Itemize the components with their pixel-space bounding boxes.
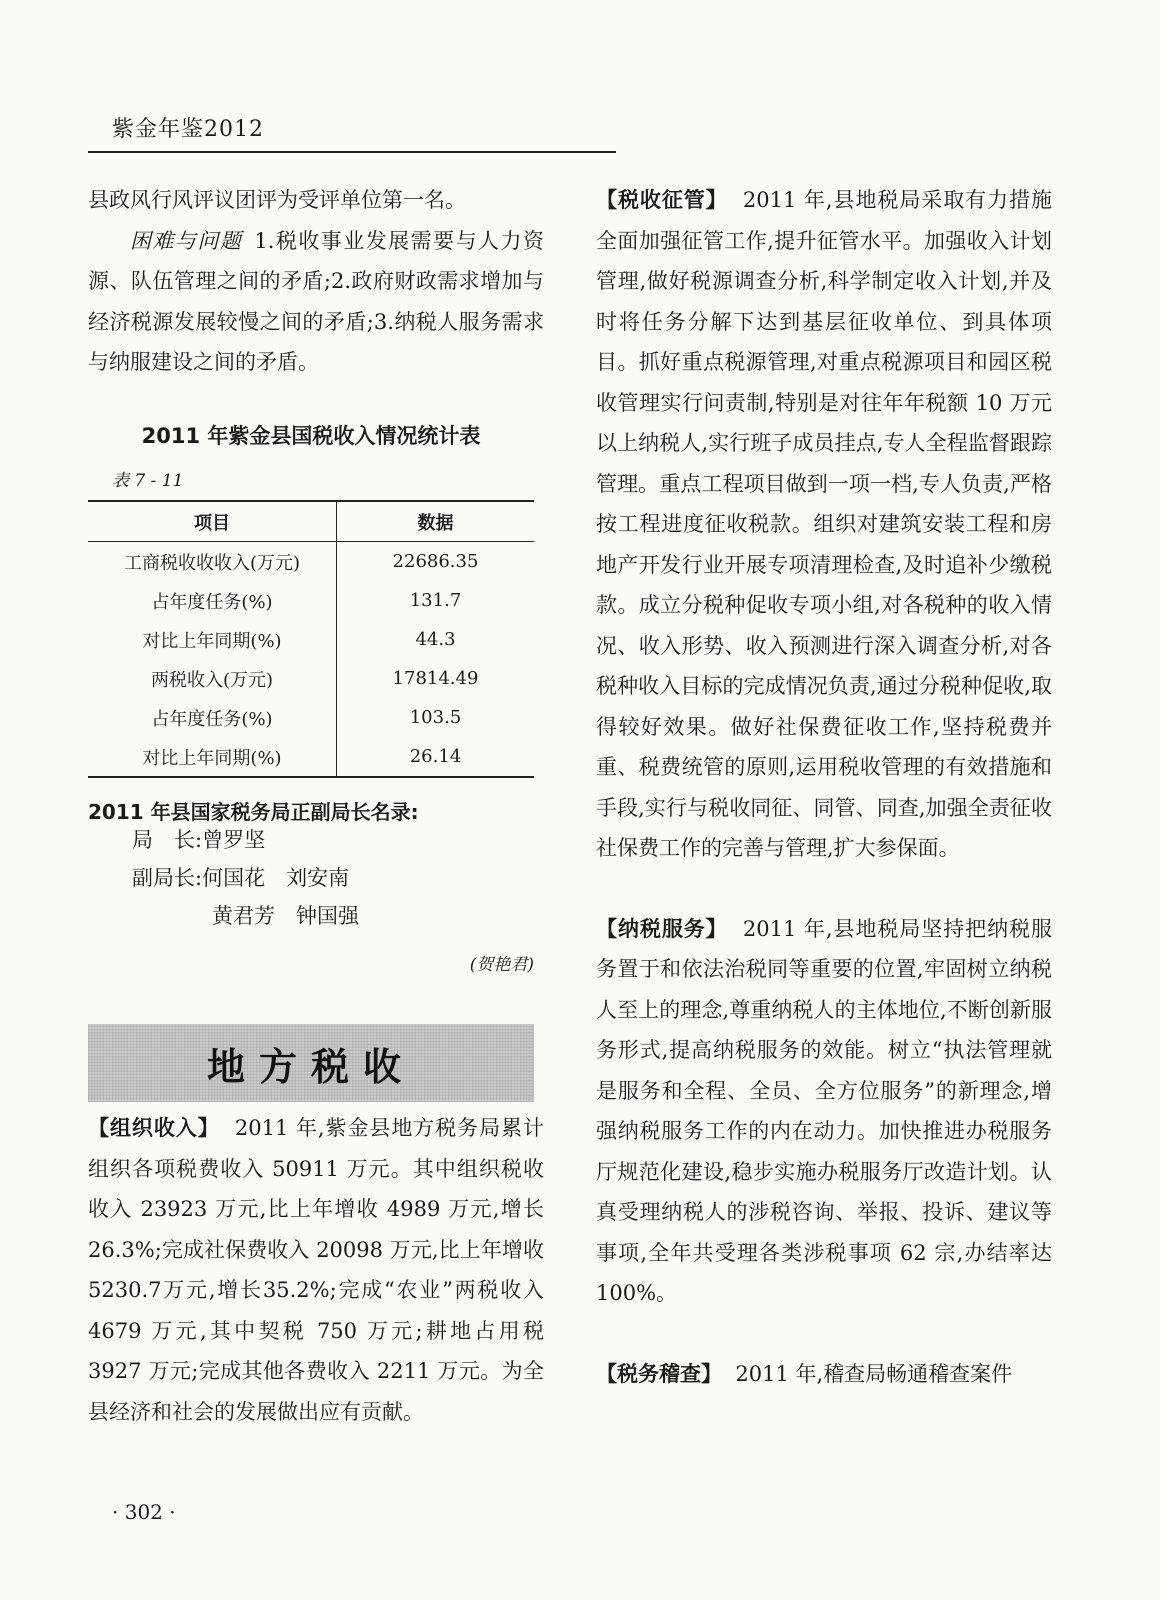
- deputy-label: 副局长:: [132, 866, 203, 890]
- running-header: 紫金年鉴2012: [112, 117, 264, 142]
- service-head: 【纳税服务】: [596, 916, 728, 941]
- inspection-paragraph: [596, 1354, 1052, 1395]
- table-row: [88, 698, 534, 737]
- collection-head: 【税收征管】: [596, 188, 728, 212]
- row-item: 对比上年同期(%): [88, 737, 337, 777]
- left-column-top: [88, 180, 544, 383]
- table-row: [88, 581, 534, 620]
- left-column-bottom: [88, 1108, 544, 1432]
- table-number: 表 7 - 11: [112, 471, 184, 491]
- collection-paragraph: [596, 180, 1052, 869]
- header-rule: [88, 151, 616, 153]
- header-value: 数据: [337, 501, 535, 542]
- row-value: 131.7: [409, 590, 462, 611]
- difficulty-paragraph: [88, 221, 544, 383]
- roster-director: [132, 824, 265, 854]
- service-paragraph: [596, 909, 1052, 1314]
- right-column: [596, 180, 1052, 1394]
- roster-title: 2011 年县国家税务局正副局长名录:: [88, 800, 419, 824]
- service-text: 2011 年,县地税局坚持把纳税服务置于和依法治税同等重要的位置,牢固树立纳税人至上的理念,尊重纳税人的主体地位,不断创新服务形式,提高纳税服务的效能。树立“执法管理就是服务和全程、全员、全方位服务”的新理念,增强纳税服务工作的内在动力。加快推进办税服务厅规范化建设,稳步实施办税服务厅改造计划。认真受理纳税人的涉税咨询、举报、投诉、建议等事项,全年共受理各类涉税事项 62 宗,办结率达 100%。: [596, 916, 1053, 1305]
- collection-text: 2011 年,县地税局采取有力措施全面加强征管工作,提升征管水平。加强收入计划管理,做好税源调查分析,科学制定收入计划,并及时将任务分解下达到基层征收单位、到具体项目。抓好重点税源管理,对重点税源项目和园区税收管理实行问责制,特别是对往年年税额 10 万元以上纳税人,实行班子成员挂点,专人全程监督跟踪管理。重点工程项目做到一项一档,专人负责,严格按工程进度征收税款。组织对建筑安装工程和房地产开发行业开展专项清理检查,及时追补少缴税款。成立分税种促收专项小组,对各税种的收入情况、收入形势、收入预测进行深入调查分析,对各税种收入目标的完成情况负责,通过分税种促收,取得较好效果。做好社保费征收工作,坚持税费并重、税费统管的原则,运用税收管理的有效措施和手段,实行与税收同征、同管、同查,加强全责征收社保费工作的完善与管理,扩大参保面。: [596, 188, 1053, 860]
- row-value: 26.14: [337, 737, 535, 777]
- org-income-head: 【组织收入】: [88, 1116, 220, 1140]
- table-row: [88, 737, 534, 777]
- table-row: [88, 659, 534, 698]
- row-value: 22686.35: [392, 551, 479, 572]
- director-label: 局 长:: [132, 828, 203, 852]
- row-value: 103.5: [409, 707, 462, 728]
- page-number: · 302 ·: [112, 1500, 176, 1524]
- row-value: 17814.49: [392, 668, 479, 689]
- row-item: 工商税收收收入(万元): [88, 542, 337, 582]
- difficulty-label: 困难与问题: [130, 228, 243, 253]
- difficulty-text: 1.税收事业发展需要与人力资源、队伍管理之间的矛盾;2.政府财政需求增加与经济税源发展较慢之间的矛盾;3.纳税人服务需求与纳服建设之间的矛盾。: [88, 228, 544, 374]
- author-credit: (贺艳君): [469, 955, 534, 975]
- banner-title: 地方税收: [206, 1044, 415, 1089]
- intro-paragraph: 县政风行风评议团评为受评单位第一名。: [88, 188, 466, 212]
- roster-deputies-cont: 黄君芳 钟国强: [212, 904, 359, 928]
- org-income-paragraph: [88, 1108, 544, 1432]
- org-income-text: 2011 年,紫金县地方税务局累计组织各项税费收入 50911 万元。其中组织税收收入 23923 万元,比上年增收 4989 万元,增长26.3%;完成社保费收入 20098 万元,比上年增收5230.7万元,增长35.2%;完成“农业”两税收入 4679 万元,其中契税 750 万元;耕地占用税 3927 万元;完成其他各费收入 2211 万元。为全县经济和社会的发展做出应有贡献。: [88, 1116, 545, 1424]
- director-name: 曾罗坚: [202, 828, 266, 852]
- stats-table: [88, 500, 534, 778]
- deputy-names-1: 何国花 刘安南: [202, 866, 350, 890]
- inspection-head: 【税务稽查】: [596, 1361, 722, 1386]
- row-item: 占年度任务(%): [88, 581, 337, 620]
- table-row: [88, 542, 534, 582]
- roster-deputies: [132, 862, 349, 892]
- header-item: 项目: [88, 501, 337, 542]
- row-item: 两税收入(万元): [88, 659, 337, 698]
- table-row: [88, 620, 534, 659]
- table-title: 2011 年紫金县国税收入情况统计表: [141, 424, 481, 448]
- row-item: 占年度任务(%): [88, 698, 337, 737]
- row-value: 44.3: [415, 629, 456, 650]
- section-banner: [88, 1024, 534, 1102]
- row-item: 对比上年同期(%): [88, 620, 337, 659]
- table-header-row: [88, 501, 534, 542]
- inspection-text: 2011 年,稽查局畅通稽查案件: [735, 1361, 1013, 1386]
